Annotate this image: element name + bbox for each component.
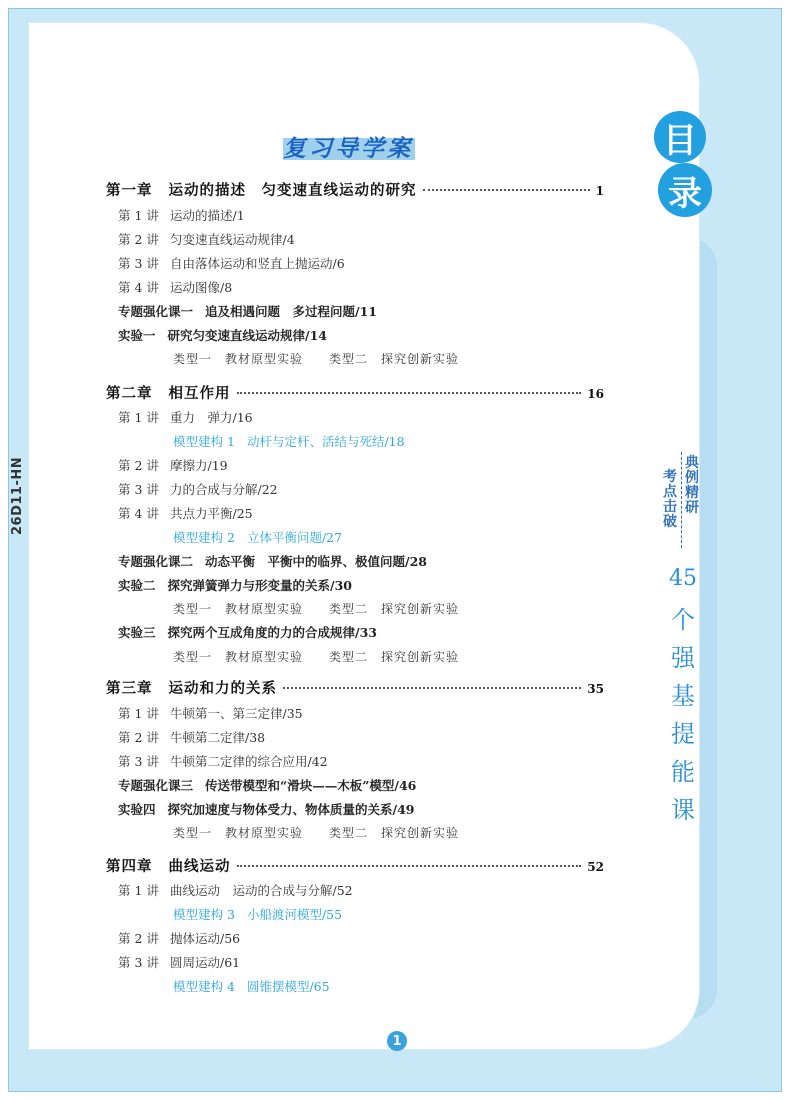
toc-entry[interactable]	[118, 575, 728, 597]
type-2: 类型二 探究创新实验	[329, 650, 460, 664]
entry-text: 探究两个互成角度的力的合成规律/33	[167, 625, 377, 640]
entry-text: 牛顿第二定律的综合应用/42	[170, 754, 328, 769]
type-2: 类型二 探究创新实验	[329, 826, 460, 840]
toc-entry[interactable]	[118, 407, 728, 429]
entry-label: 专题强化课一	[118, 304, 194, 319]
entry-label: 第 3 讲	[118, 482, 159, 497]
entry-text: 摩擦力/19	[170, 458, 228, 473]
toc-entry[interactable]	[118, 622, 728, 644]
leader-dots	[237, 865, 582, 867]
entry-label: 第 4 讲	[118, 506, 159, 521]
toc-chapter-3[interactable]	[106, 678, 604, 700]
entry-text: 重力 弹力/16	[170, 410, 253, 425]
entry-label: 第 4 讲	[118, 280, 159, 295]
entry-text: 动态平衡 平衡中的临界、极值问题/28	[205, 554, 427, 569]
spine-code: 26D11-HN	[10, 456, 25, 535]
entry-label: 专题强化课三	[118, 778, 194, 793]
entry-label: 第 2 讲	[118, 730, 159, 745]
sidebar-char-6: 课	[671, 796, 695, 824]
entry-label: 模型建构 2	[173, 530, 235, 545]
entry-text: 小船渡河模型/55	[246, 907, 343, 922]
chapter-name: 曲线运动	[168, 859, 231, 875]
entry-text: 传送带模型和“滑块——木板”模型/46	[205, 778, 417, 793]
toc-entry[interactable]	[118, 253, 728, 275]
entry-label: 实验四	[118, 802, 156, 817]
toc-chapter-4[interactable]	[106, 856, 604, 878]
sidebar-number: 45	[669, 566, 697, 591]
toc-entry[interactable]	[118, 928, 728, 950]
entry-text: 运动图像/8	[170, 280, 233, 295]
entry-text: 曲线运动 运动的合成与分解/52	[170, 883, 353, 898]
entry-label: 专题强化课二	[118, 554, 194, 569]
entry-text: 圆锥摆模型/65	[246, 979, 330, 994]
toc-entry[interactable]	[118, 205, 728, 227]
entry-label: 第 2 讲	[118, 232, 159, 247]
toc-types	[173, 348, 783, 370]
entry-text: 匀变速直线运动规律/4	[170, 232, 295, 247]
toc-model[interactable]	[173, 431, 783, 453]
entry-text: 牛顿第一、第三定律/35	[170, 706, 303, 721]
entry-text: 运动的描述/1	[170, 208, 245, 223]
entry-text: 探究加速度与物体受力、物体质量的关系/49	[167, 802, 415, 817]
toc-chapter-1[interactable]	[106, 180, 604, 202]
sidebar-col-left: 考点击破	[663, 469, 677, 530]
toc-model[interactable]	[173, 904, 783, 926]
entry-label: 实验二	[118, 578, 156, 593]
toc-entry[interactable]	[118, 229, 728, 251]
toc-entry[interactable]	[118, 727, 728, 749]
entry-label: 第 2 讲	[118, 931, 159, 946]
toc-entry[interactable]	[118, 880, 728, 902]
toc-circle-bottom: 录	[658, 163, 712, 217]
entry-label: 第 3 讲	[118, 754, 159, 769]
toc-entry[interactable]	[118, 503, 728, 525]
entry-label: 第 2 讲	[118, 458, 159, 473]
chapter-label: 第四章	[106, 859, 153, 875]
entry-label: 第 1 讲	[118, 208, 159, 223]
toc-chapter-2[interactable]	[106, 383, 604, 405]
toc-types	[173, 822, 783, 844]
entry-text: 探究弹簧弹力与形变量的关系/30	[167, 578, 352, 593]
sidebar-char-5: 能	[671, 758, 695, 786]
entry-text: 圆周运动/61	[170, 955, 241, 970]
chapter-name: 运动的描述 匀变速直线运动的研究	[168, 183, 417, 199]
chapter-page: 1	[595, 184, 604, 198]
sidebar-char-3: 基	[671, 682, 695, 710]
entry-text: 共点力平衡/25	[170, 506, 253, 521]
toc-circle-top: 目	[654, 111, 706, 163]
leader-dots	[423, 189, 590, 191]
toc-entry[interactable]	[118, 751, 728, 773]
entry-label: 第 3 讲	[118, 955, 159, 970]
entry-label: 第 1 讲	[118, 883, 159, 898]
type-2: 类型二 探究创新实验	[329, 602, 460, 616]
entry-text: 力的合成与分解/22	[170, 482, 278, 497]
type-1: 类型一 教材原型实验	[173, 602, 304, 616]
chapter-page: 35	[587, 682, 604, 696]
type-1: 类型一 教材原型实验	[173, 826, 304, 840]
leader-dots	[237, 392, 582, 394]
type-1: 类型一 教材原型实验	[173, 650, 304, 664]
sidebar-char-1: 个	[671, 606, 695, 634]
toc-entry[interactable]	[118, 952, 728, 974]
leader-dots	[283, 687, 581, 689]
sidebar-char-4: 提	[671, 720, 695, 748]
toc-entry[interactable]	[118, 775, 728, 797]
page-title	[283, 130, 413, 163]
entry-text: 牛顿第二定律/38	[170, 730, 266, 745]
page-number: 1	[387, 1031, 407, 1051]
title-text: 复习导学案	[283, 136, 413, 162]
chapter-label: 第三章	[106, 681, 153, 697]
type-1: 类型一 教材原型实验	[173, 352, 304, 366]
toc-entry[interactable]	[118, 455, 728, 477]
sidebar-char-2: 强	[671, 644, 695, 672]
chapter-page: 52	[587, 860, 604, 874]
toc-types	[173, 598, 783, 620]
chapter-page: 16	[587, 387, 604, 401]
toc-model[interactable]	[173, 527, 783, 549]
chapter-name: 运动和力的关系	[168, 681, 277, 697]
sidebar-col-right: 典例精研	[685, 455, 699, 516]
chapter-label: 第二章	[106, 386, 153, 402]
entry-label: 第 1 讲	[118, 706, 159, 721]
entry-label: 模型建构 1	[173, 434, 235, 449]
entry-label: 实验一	[118, 328, 156, 343]
entry-text: 自由落体运动和竖直上抛运动/6	[170, 256, 345, 271]
entry-label: 模型建构 4	[173, 979, 235, 994]
toc-entry[interactable]	[118, 703, 728, 725]
toc-entry[interactable]	[118, 479, 728, 501]
entry-text: 追及相遇问题 多过程问题/11	[205, 304, 377, 319]
toc-entry[interactable]	[118, 325, 728, 347]
entry-text: 抛体运动/56	[170, 931, 241, 946]
entry-text: 动杆与定杆、活结与死结/18	[246, 434, 405, 449]
chapter-label: 第一章	[106, 183, 153, 199]
entry-text: 立体平衡问题/27	[246, 530, 343, 545]
entry-label: 第 3 讲	[118, 256, 159, 271]
toc-entry[interactable]	[118, 301, 728, 323]
type-2: 类型二 探究创新实验	[329, 352, 460, 366]
toc-entry[interactable]	[118, 551, 728, 573]
entry-label: 模型建构 3	[173, 907, 235, 922]
toc-entry[interactable]	[118, 277, 728, 299]
toc-entry[interactable]	[118, 799, 728, 821]
toc-types	[173, 646, 783, 668]
entry-label: 实验三	[118, 625, 156, 640]
toc-model[interactable]	[173, 976, 783, 998]
entry-label: 第 1 讲	[118, 410, 159, 425]
chapter-name: 相互作用	[168, 386, 231, 402]
entry-text: 研究匀变速直线运动规律/14	[167, 328, 327, 343]
